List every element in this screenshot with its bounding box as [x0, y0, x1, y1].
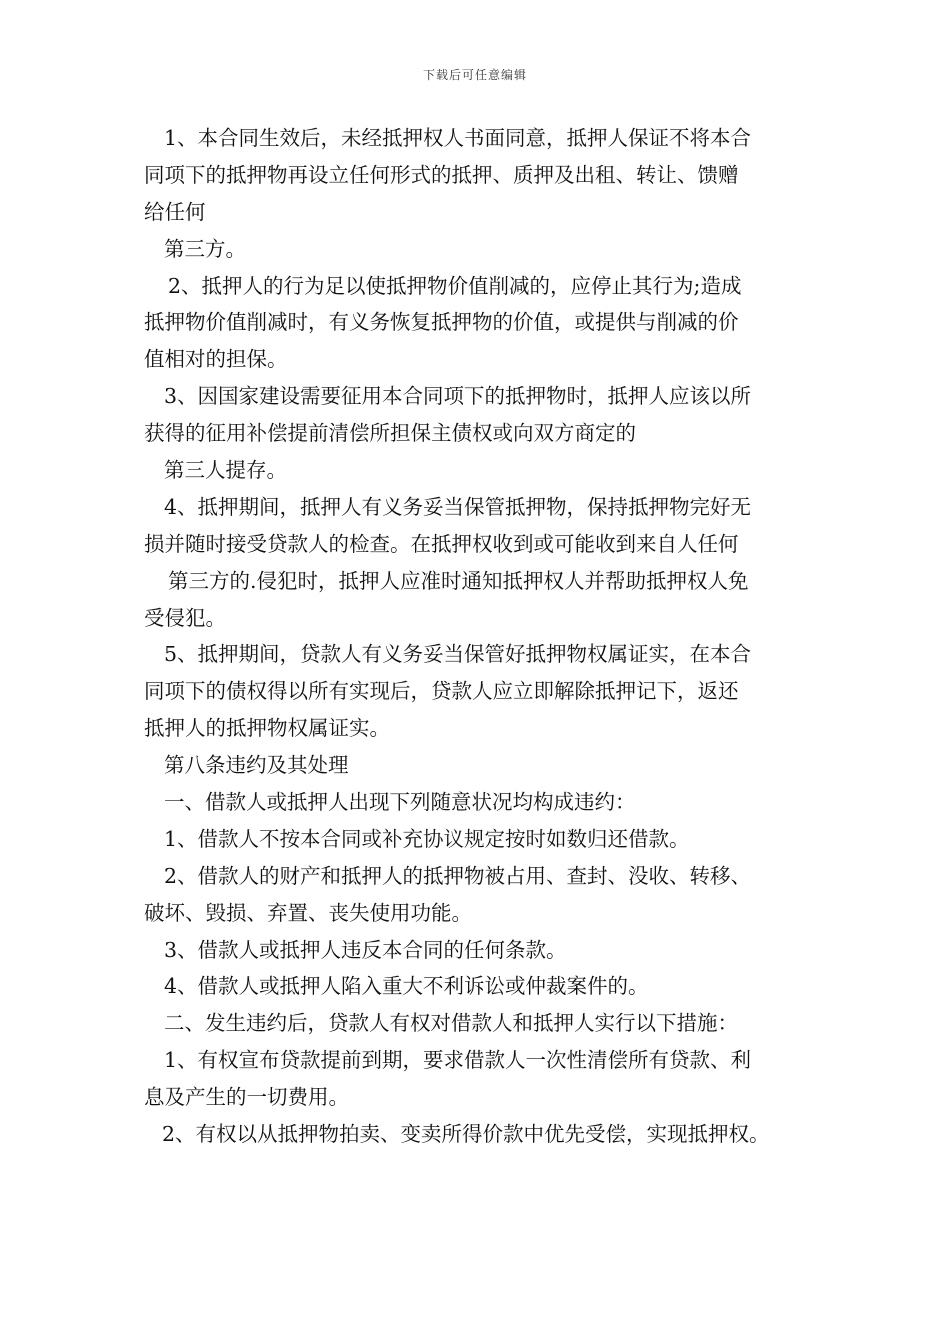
section-heading: 第八条违约及其处理	[164, 753, 349, 778]
text-line: 给任何	[144, 199, 206, 224]
text-line: 抵押物价值削减时，有义务恢复抵押物的价值，或提供与削减的价	[144, 310, 739, 335]
text-line: 值相对的担保。	[144, 347, 288, 372]
text-line: 同项下的抵押物再设立任何形式的抵押、质押及出租、转让、馈赠	[144, 162, 739, 187]
text-line: 息及产生的一切费用。	[144, 1085, 349, 1110]
text-line: 二、发生违约后，贷款人有权对借款人和抵押人实行以下措施：	[164, 1011, 738, 1036]
page-header: 下载后可任意编辑	[422, 68, 527, 82]
text-line: 1、有权宣布贷款提前到期，要求借款人一次性清偿所有贷款、利	[164, 1048, 752, 1073]
text-line: 1、本合同生效后，未经抵押权人书面同意，抵押人保证不将本合	[164, 126, 752, 150]
document-body	[144, 120, 814, 1153]
text-line: 3、借款人或抵押人违反本合同的任何条款。	[164, 937, 567, 962]
text-line: 获得的征用补偿提前清偿所担保主债权或向双方商定的	[144, 421, 636, 446]
text-line: 5、抵押期间，贷款人有义务妥当保管好抵押物权属证实，在本合	[164, 642, 752, 667]
text-line: 受侵犯。	[144, 605, 226, 630]
text-line: 破坏、毁损、弃置、丧失使用功能。	[144, 900, 472, 925]
text-line: 3、因国家建设需要征用本合同项下的抵押物时，抵押人应该以所	[164, 384, 752, 409]
text-line: 1、借款人不按本合同或补充协议规定按时如数归还借款。	[164, 826, 690, 851]
text-line: 2、有权以从抵押物拍卖、变卖所得价款中优先受偿，实现抵押权。	[162, 1122, 770, 1147]
text-line: 4、抵押期间，抵押人有义务妥当保管抵押物，保持抵押物完好无	[164, 494, 752, 519]
text-line: 2、抵押人的行为足以使抵押物价值削减的，应停止其行为;造成	[168, 273, 742, 298]
text-line: 第三人提存。	[164, 458, 287, 483]
text-line: 2、借款人的财产和抵押人的抵押物被占用、查封、没收、转移、	[164, 863, 752, 888]
text-line: 同项下的债权得以所有实现后，贷款人应立即解除抵押记下，返还	[144, 679, 739, 704]
text-line: 4、借款人或抵押人陷入重大不利诉讼或仲裁案件的。	[164, 974, 649, 999]
text-line: 一、借款人或抵押人出现下列随意状况均构成违约：	[164, 790, 636, 815]
text-line: 第三方的.侵犯时，抵押人应准时通知抵押权人并帮助抵押权人免	[168, 568, 749, 593]
text-line: 第三方。	[164, 236, 246, 261]
text-line: 抵押人的抵押物权属证实。	[144, 716, 390, 741]
text-line: 损并随时接受贷款人的检查。在抵押权收到或可能收到来自人任何	[144, 531, 739, 556]
